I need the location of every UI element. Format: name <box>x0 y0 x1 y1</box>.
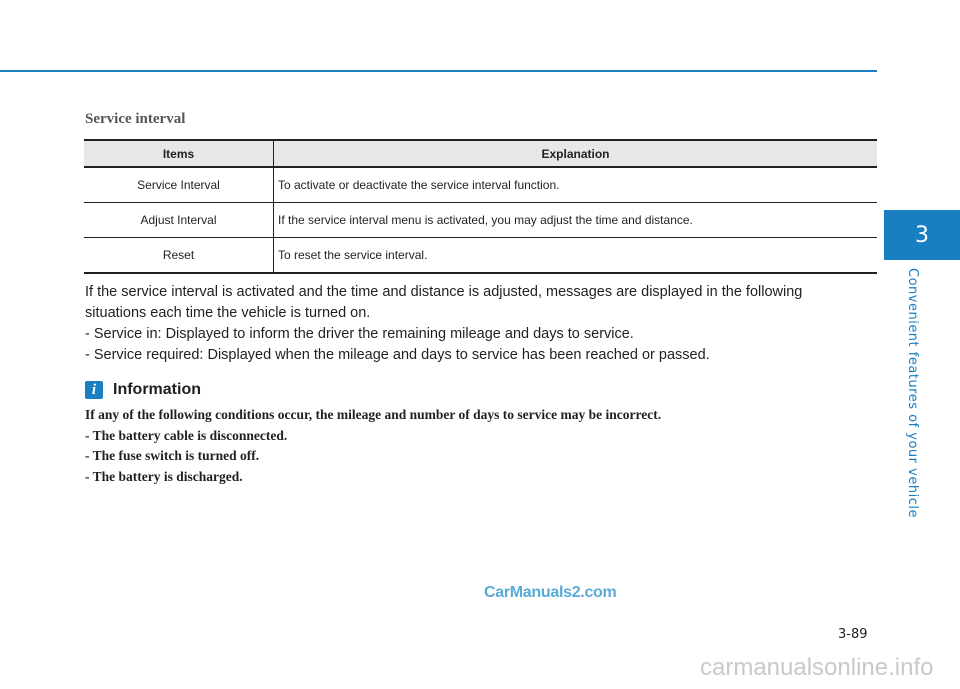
service-interval-table <box>84 139 877 274</box>
top-rule <box>0 70 877 72</box>
chapter-tab <box>884 210 960 260</box>
information-line: - The battery is discharged. <box>85 468 243 484</box>
table-cell-explanation: If the service interval menu is activated, you may adjust the time and distance. <box>274 203 878 238</box>
table-cell-explanation: To reset the service interval. <box>274 238 878 274</box>
info-icon: i <box>85 381 103 399</box>
table-row <box>84 167 877 203</box>
column-header-explanation: Explanation <box>274 140 878 167</box>
information-header <box>85 381 201 399</box>
chapter-title: Convenient features of your vehicle <box>905 268 920 518</box>
description-intro-line2: situations each time the vehicle is turned on. <box>85 305 371 321</box>
table-cell-item: Service Interval <box>84 167 274 203</box>
site-watermark: carmanualsonline.info <box>700 654 934 681</box>
information-line: - The fuse switch is turned off. <box>85 448 260 463</box>
information-title: Information <box>113 381 201 398</box>
section-title: Service interval <box>85 111 186 127</box>
description <box>85 282 875 366</box>
description-intro-line1: If the service interval is activated and the time and distance is adjusted, messages are displayed in the following <box>85 284 803 300</box>
table-row <box>84 203 877 238</box>
information-line: - The battery cable is disconnected. <box>85 427 288 443</box>
table-header-row <box>84 140 877 167</box>
table-row <box>84 238 877 274</box>
information-line: If any of the following conditions occur, the mileage and number of days to service may be incorrect. <box>85 407 662 422</box>
chapter-number: 3 <box>915 222 929 248</box>
description-bullet: - Service required: Displayed when the mileage and days to service has been reached or passed. <box>85 347 710 363</box>
table-cell-item: Adjust Interval <box>84 203 274 238</box>
carmanuals-watermark: CarManuals2.com <box>484 584 617 601</box>
table-cell-explanation: To activate or deactivate the service interval function. <box>274 167 878 203</box>
description-bullet: - Service in: Displayed to inform the driver the remaining mileage and days to service. <box>85 326 634 342</box>
information-body <box>85 405 661 487</box>
column-header-items: Items <box>84 140 274 167</box>
page-number: 3-89 <box>838 627 868 642</box>
table-cell-item: Reset <box>84 238 274 274</box>
